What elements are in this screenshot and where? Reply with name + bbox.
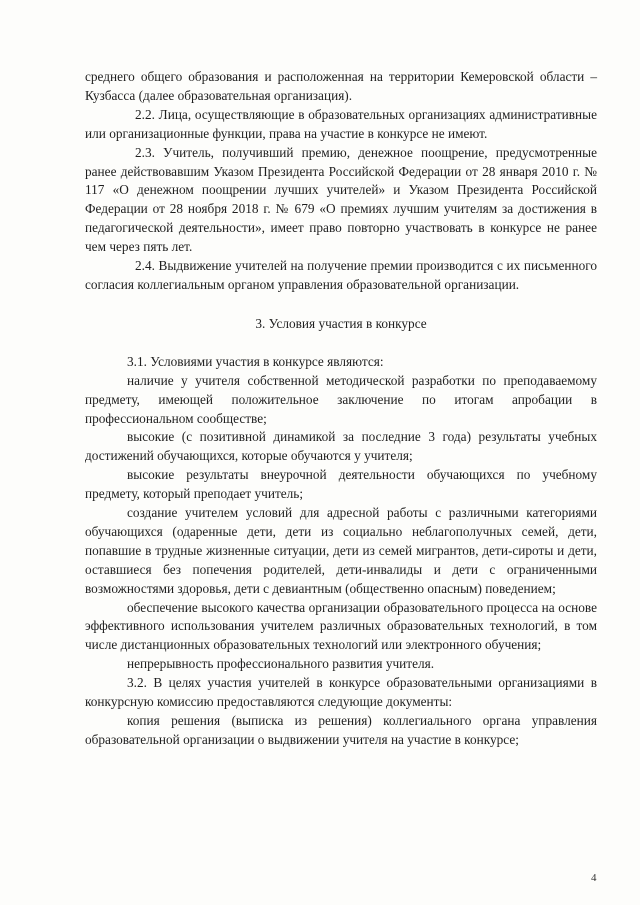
list-item-decision-copy: копия решения (выписка из решения) коллегиального органа управления образовательной организации о выдвижении учителя на участие в конкурсе;	[85, 713, 597, 747]
paragraph-3-1: 3.1. Условиями участия в конкурсе являются:	[127, 353, 384, 369]
list-item-learning-results: высокие (с позитивной динамикой за последние 3 года) результаты учебных достижений обучающихся, которые обучаются у учителя;	[85, 429, 597, 464]
paragraph-2-2: 2.2. Лица, осуществляющие в образовательных организациях административные или организационные функции, права на участие в конкурсе не имеют.	[85, 106, 597, 141]
list-item-professional-development: непрерывность профессионального развития учителя.	[127, 656, 435, 672]
list-item-extracurricular-results: высокие результаты внеурочной деятельности обучающихся по учебному предмету, который преподает учитель;	[85, 467, 597, 502]
page-number: 4	[591, 872, 597, 884]
list-item-methodical-development: наличие у учителя собственной методической разработки по преподаваемому предмету, имеющей положительное заключение по итогам апробации в профессиональном сообществе;	[85, 372, 597, 426]
list-item-targeted-work: создание учителем условий для адресной работы с различными категориями обучающихся (одаренные дети, дети из социально неблагополучных семей, дети, попавшие в трудные жизненные ситуации, дети из семей мигрантов, дети-сироты и дети, оставшиеся без попечения родителей, дети-инвалиды и дети с ограниченными возможностями здоровья, дети с девиантным (общественно опасным) поведением;	[85, 505, 597, 596]
section-heading: 3. Условия участия в конкурсе	[255, 315, 427, 331]
list-item-education-quality: обеспечение высокого качества организации образовательного процесса на основе эффективного использования учителем различных образовательных технологий, в том числе дистанционных образовательных технологий или электронного обучения;	[85, 599, 597, 653]
paragraph-continuation: среднего общего образования и расположенная на территории Кемеровской области – Кузбасса (далее образовательная организация).	[85, 69, 597, 103]
page-body	[85, 68, 597, 750]
paragraph-2-3: 2.3. Учитель, получивший премию, денежное поощрение, предусмотренные ранее действовавшим Указом Президента Российской Федерации от 28 января 2010 г. № 117 «О денежном поощрении лучших учителей» и Указом Президента Российской Федерации от 28 ноября 2018 г. № 679 «О премиях лучшим учителям за достижения в педагогической деятельности», имеет право повторно участвовать в конкурсе не ранее чем через пять лет.	[85, 144, 597, 255]
paragraph-3-2: 3.2. В целях участия учителей в конкурсе образовательными организациями в конкурсную комиссию предоставляются следующие документы:	[85, 675, 597, 710]
paragraph-2-4: 2.4. Выдвижение учителей на получение премии производится с их письменного согласия коллегиальным органом управления образовательной организации.	[85, 258, 597, 292]
